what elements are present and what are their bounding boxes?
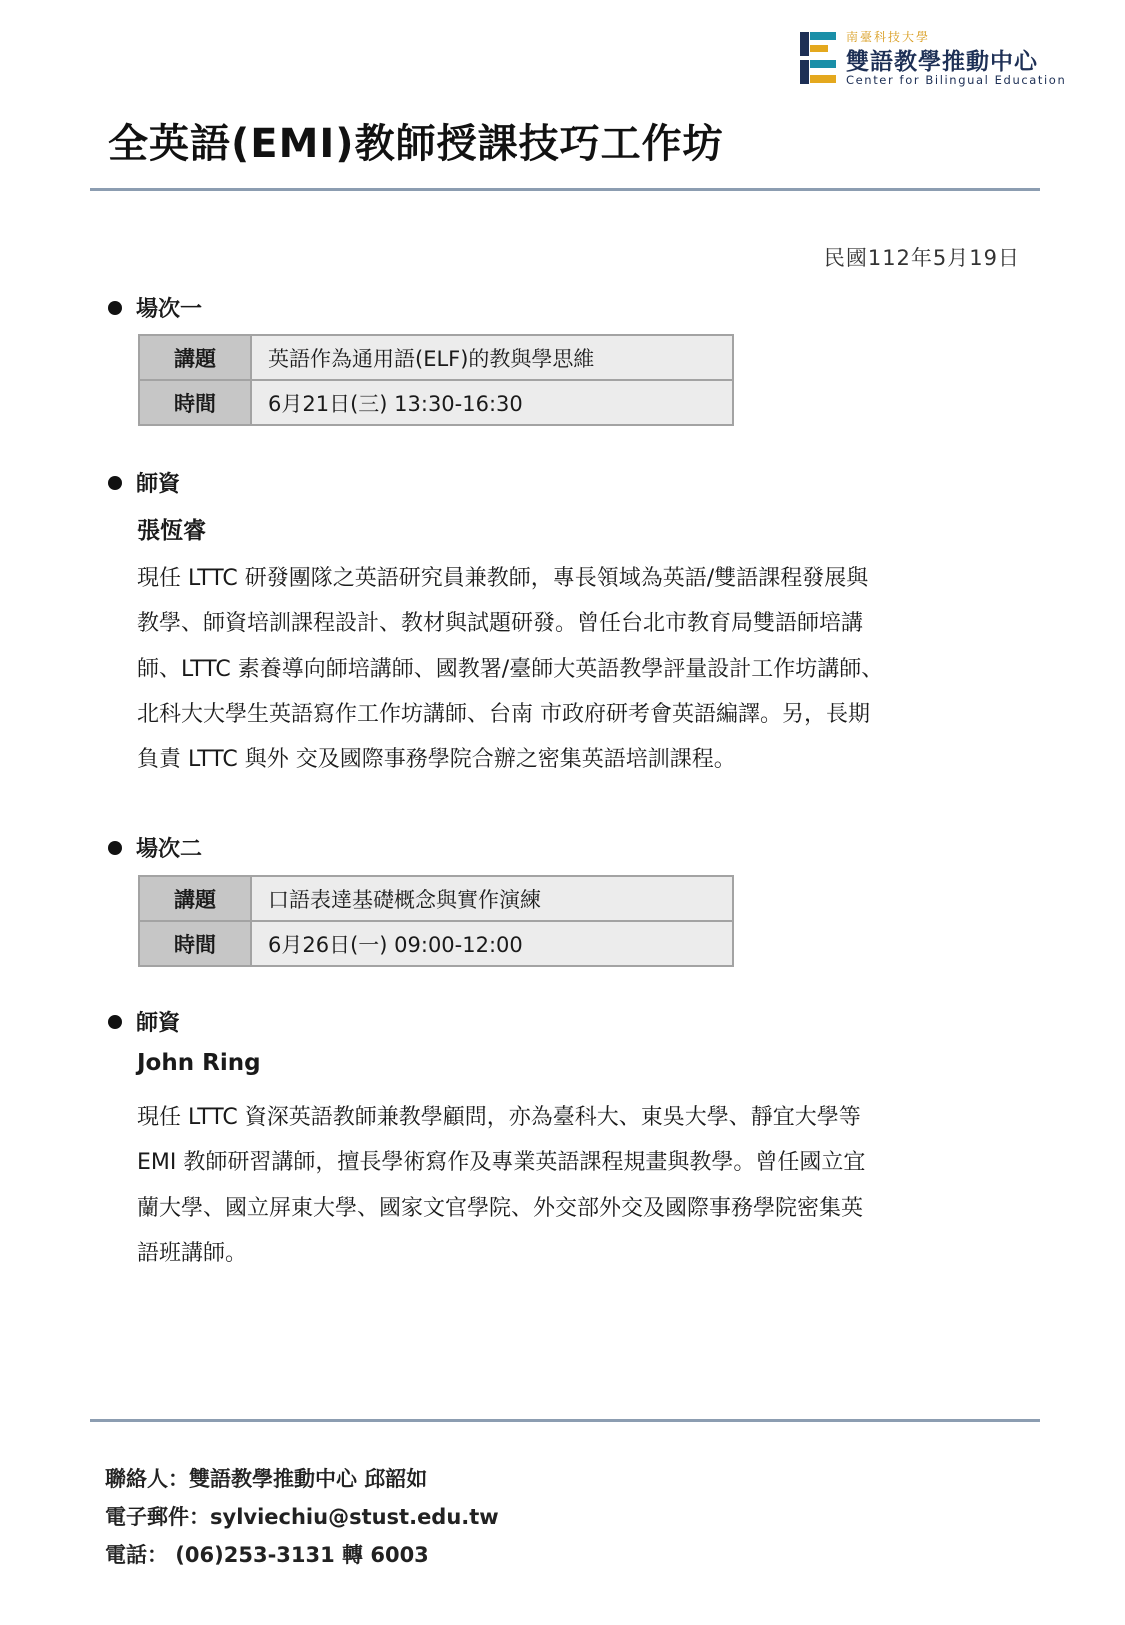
speaker-1-name: 張恆睿 — [137, 518, 206, 544]
bio-line: 負責 LTTC 與外 交及國際事務學院合辦之密集英語培訓課程。 — [137, 747, 736, 773]
bio-line: 蘭大學、國立屏東大學、國家文官學院、外交部外交及國際事務學院密集英 — [137, 1195, 864, 1221]
bio-line: 語班講師。 — [137, 1240, 248, 1266]
document-date: 民國112年5月19日 — [823, 246, 1020, 270]
time-label: 時間 — [139, 921, 251, 966]
bullet-icon — [108, 841, 122, 855]
session-1-heading: 場次一 — [108, 292, 202, 323]
table-row — [139, 335, 733, 380]
logo-center-en: Center for Bilingual Education — [846, 73, 1067, 87]
speaker-2-name: John Ring — [137, 1050, 261, 1076]
logo-mark-icon — [800, 30, 838, 86]
session-2-table — [138, 875, 734, 967]
table-row — [139, 876, 733, 921]
top-divider — [90, 188, 1040, 191]
topic-label: 講題 — [139, 876, 251, 921]
logo-center-name: 雙語教學推動中心 — [846, 49, 1038, 75]
time-value: 6月26日(一) 09:00-12:00 — [251, 921, 733, 966]
contact-phone: 電話： (06)253-3131 轉 6003 — [105, 1543, 429, 1567]
time-value: 6月21日(三) 13:30-16:30 — [251, 380, 733, 425]
bio-line: EMI 教師研習講師，擅長學術寫作及專業英語課程規畫與教學。曾任國立宜 — [137, 1150, 866, 1176]
session-1-speaker-heading: 師資 — [108, 467, 180, 498]
session-2-heading: 場次二 — [108, 832, 202, 863]
page-title: 全英語(EMI)教師授課技巧工作坊 — [108, 121, 724, 167]
bullet-icon — [108, 1015, 122, 1029]
bio-line: 師、LTTC 素養導向師培講師、國教署/臺師大英語教學評量設計工作坊講師、 — [137, 656, 884, 682]
time-label: 時間 — [139, 380, 251, 425]
bio-line: 現任 LTTC 資深英語教師兼教學顧問，亦為臺科大、東吳大學、靜宜大學等 — [137, 1105, 861, 1130]
session-2-speaker-heading: 師資 — [108, 1006, 180, 1037]
bio-line: 教學、師資培訓課程設計、教材與試題研發。曾任台北市教育局雙語師培講 — [137, 611, 864, 637]
bio-line: 北科大大學生英語寫作工作坊講師、台南 市政府研考會英語編譯。另，長期 — [137, 701, 870, 727]
contact-info — [105, 1460, 499, 1574]
table-row — [139, 921, 733, 966]
bottom-divider — [90, 1419, 1040, 1422]
table-row — [139, 380, 733, 425]
topic-label: 講題 — [139, 335, 251, 380]
logo-university: 南臺科技大學 — [846, 30, 931, 44]
contact-person: 聯絡人：雙語教學推動中心 邱韶如 — [105, 1467, 428, 1491]
speaker-1-bio — [137, 556, 1027, 782]
topic-value: 口語表達基礎概念與實作演練 — [251, 876, 733, 921]
speaker-2-bio — [137, 1095, 1027, 1276]
session-1-table — [138, 334, 734, 426]
bio-line: 現任 LTTC 研發團隊之英語研究員兼教師，專長領域為英語/雙語課程發展與 — [137, 566, 869, 591]
bullet-icon — [108, 301, 122, 315]
bullet-icon — [108, 476, 122, 490]
center-logo — [800, 28, 1067, 90]
contact-email: 電子郵件：sylviechiu@stust.edu.tw — [105, 1505, 499, 1529]
topic-value: 英語作為通用語(ELF)的教與學思維 — [251, 335, 733, 380]
